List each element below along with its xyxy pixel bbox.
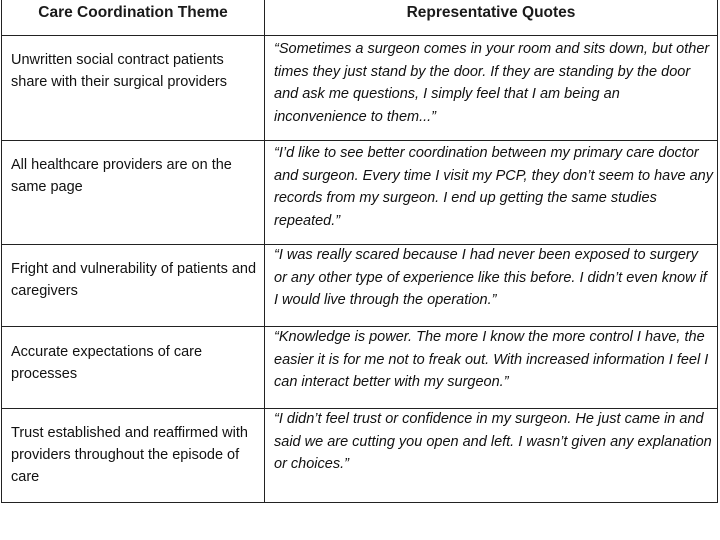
quote-text: “Knowledge is power. The more I know the more control I have, the easier it is for me not to freak out. With increased information I feel I can interact better with my surgeon.” — [274, 329, 709, 390]
theme-cell — [2, 36, 265, 140]
quote-text: “I’d like to see better coordination between my primary care doctor and surgeon. Every time I visit my PCP, they don’t seem to have any records from my surgeon. I end up getting the same studies repeated.” — [274, 145, 713, 229]
theme-text: Trust established and reaffirmed with providers throughout the episode of care — [11, 425, 248, 485]
quote-text: “I didn’t feel trust or confidence in my surgeon. He just came in and said we are cutting you open and left. I wasn’t given any explanation or choices.” — [274, 411, 712, 472]
theme-text: Accurate expectations of care processes — [11, 344, 203, 382]
theme-cell — [2, 327, 265, 408]
table-row — [2, 36, 717, 141]
theme-cell — [2, 245, 265, 326]
quote-cell — [265, 245, 717, 326]
quote-text: “I was really scared because I had never been exposed to surgery or any other type of experience like this before. I didn’t even know if I would live through the operation.” — [274, 247, 707, 308]
table-row — [2, 141, 717, 245]
quote-cell — [265, 409, 717, 502]
table-row — [2, 409, 717, 502]
theme-cell — [2, 409, 265, 502]
quote-cell — [265, 141, 717, 244]
theme-text: Fright and vulnerability of patients and caregivers — [11, 261, 257, 299]
care-coordination-table — [1, 0, 718, 503]
quote-cell — [265, 327, 717, 408]
header-quotes: Representative Quotes — [406, 4, 576, 21]
header-theme: Care Coordination Theme — [2, 0, 265, 35]
quote-cell — [265, 36, 717, 140]
theme-cell — [2, 141, 265, 244]
table-row — [2, 327, 717, 409]
table-header-row — [2, 0, 717, 36]
table-row — [2, 245, 717, 327]
theme-text: Unwritten social contract patients share with their surgical providers — [11, 52, 227, 90]
theme-text: All healthcare providers are on the same page — [11, 157, 232, 195]
quote-text: “Sometimes a surgeon comes in your room and sits down, but other times they just stand by the door. If they are standing by the door and ask me questions, I simply feel that I am being an inconvenience to them...” — [274, 41, 710, 125]
